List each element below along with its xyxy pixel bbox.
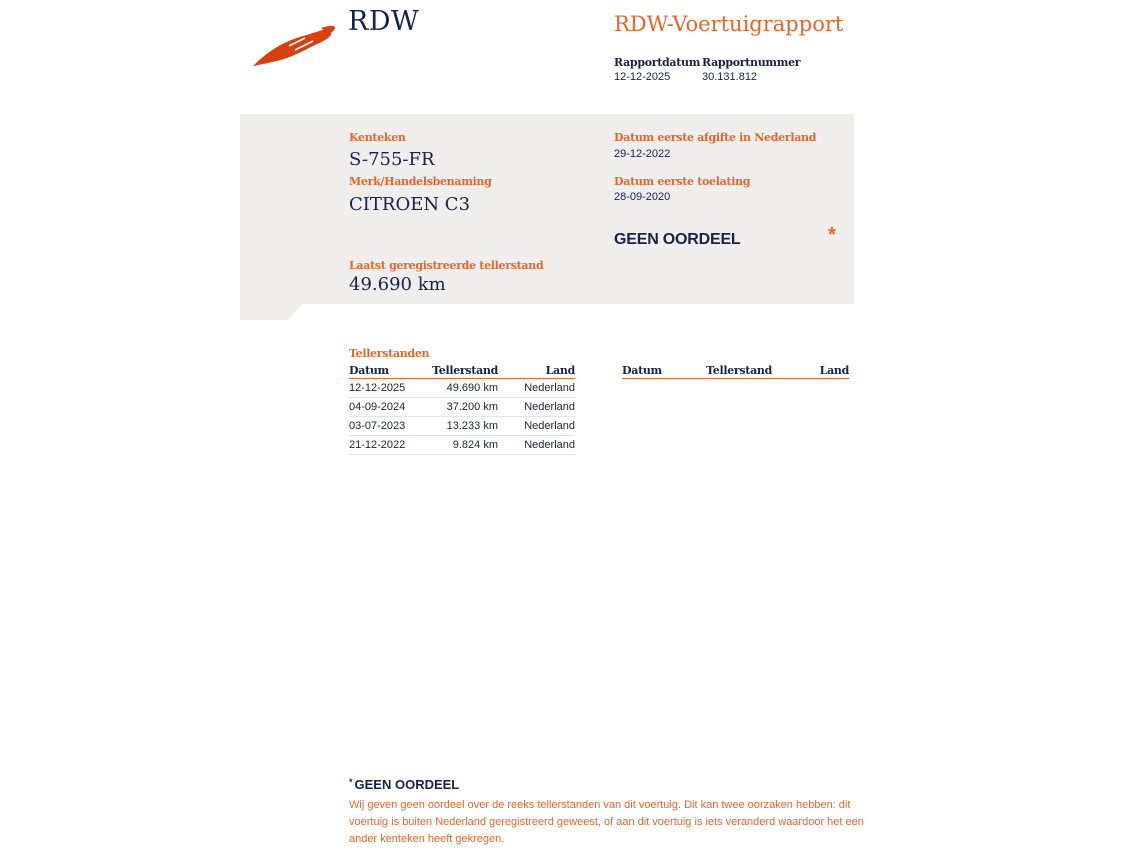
cell-datum: 04-09-2024 (349, 398, 429, 417)
merk-value: CITROEN C3 (349, 194, 471, 215)
kenteken-label: Kenteken (349, 131, 406, 144)
afgifte-value: 29-12-2022 (614, 148, 671, 160)
merk-label: Merk/Handelsbenaming (349, 175, 492, 188)
cell-datum: 12-12-2025 (349, 379, 429, 398)
tellerstanden-table (349, 364, 575, 455)
rapportnummer-label: Rapportnummer (702, 56, 801, 69)
cell-datum: 03-07-2023 (349, 417, 429, 436)
column-header-datum: Datum (349, 364, 429, 379)
table-row (349, 398, 575, 417)
rapportnummer-value: 30.131.812 (702, 71, 758, 83)
rapportdatum-label: Rapportdatum (614, 56, 701, 69)
cell-datum: 21-12-2022 (349, 436, 429, 455)
table-row (349, 417, 575, 436)
column-header-land: Land (772, 364, 849, 379)
report-title: RDW-Voertuigrapport (614, 12, 844, 36)
tellerstanden-title: Tellerstanden (349, 347, 430, 360)
cell-tellerstand: 13.233 km (429, 417, 498, 436)
column-header-datum: Datum (622, 364, 702, 379)
cell-land: Nederland (498, 436, 575, 455)
column-header-tellerstand: Tellerstand (429, 364, 498, 379)
tellerstand-value: 49.690 km (349, 274, 446, 295)
table-row (349, 436, 575, 455)
kenteken-value: S-755-FR (349, 149, 435, 170)
table-row (349, 379, 575, 398)
cell-land: Nederland (498, 379, 575, 398)
vehicle-info-panel (240, 114, 854, 320)
toelating-value: 28-09-2020 (614, 191, 671, 203)
org-name: RDW (348, 6, 420, 37)
cell-land: Nederland (498, 417, 575, 436)
column-header-land: Land (498, 364, 575, 379)
footnote-marker: * (349, 777, 353, 787)
footnote-title (349, 777, 459, 792)
toelating-label: Datum eerste toelating (614, 175, 751, 188)
verdict-text: GEEN OORDEEL (614, 231, 741, 248)
verdict-footnote-marker: * (828, 224, 836, 246)
rapportdatum-value: 12-12-2025 (614, 71, 671, 83)
footnote-text: Wij geven geen oordeel over de reeks tellerstanden van dit voertuig. Dit kan twee oorzaken hebben: dit voertuig is buiten Nederland geregistreerd geweest, of aan dit voertuig is iets veranderd waardoor het een ander kenteken heeft gekregen. (349, 799, 864, 845)
cell-land: Nederland (498, 398, 575, 417)
rdw-wing-logo-icon (251, 24, 337, 70)
table-header-row (622, 364, 849, 379)
table-header-row (349, 364, 575, 379)
afgifte-label: Datum eerste afgifte in Nederland (614, 131, 817, 144)
cell-tellerstand: 37.200 km (429, 398, 498, 417)
tellerstanden-table-continued (622, 364, 849, 379)
column-header-tellerstand: Tellerstand (702, 364, 772, 379)
cell-tellerstand: 49.690 km (429, 379, 498, 398)
cell-tellerstand: 9.824 km (429, 436, 498, 455)
footnote-title-text: GEEN OORDEEL (354, 777, 460, 792)
tellerstand-label: Laatst geregistreerde tellerstand (349, 259, 544, 272)
